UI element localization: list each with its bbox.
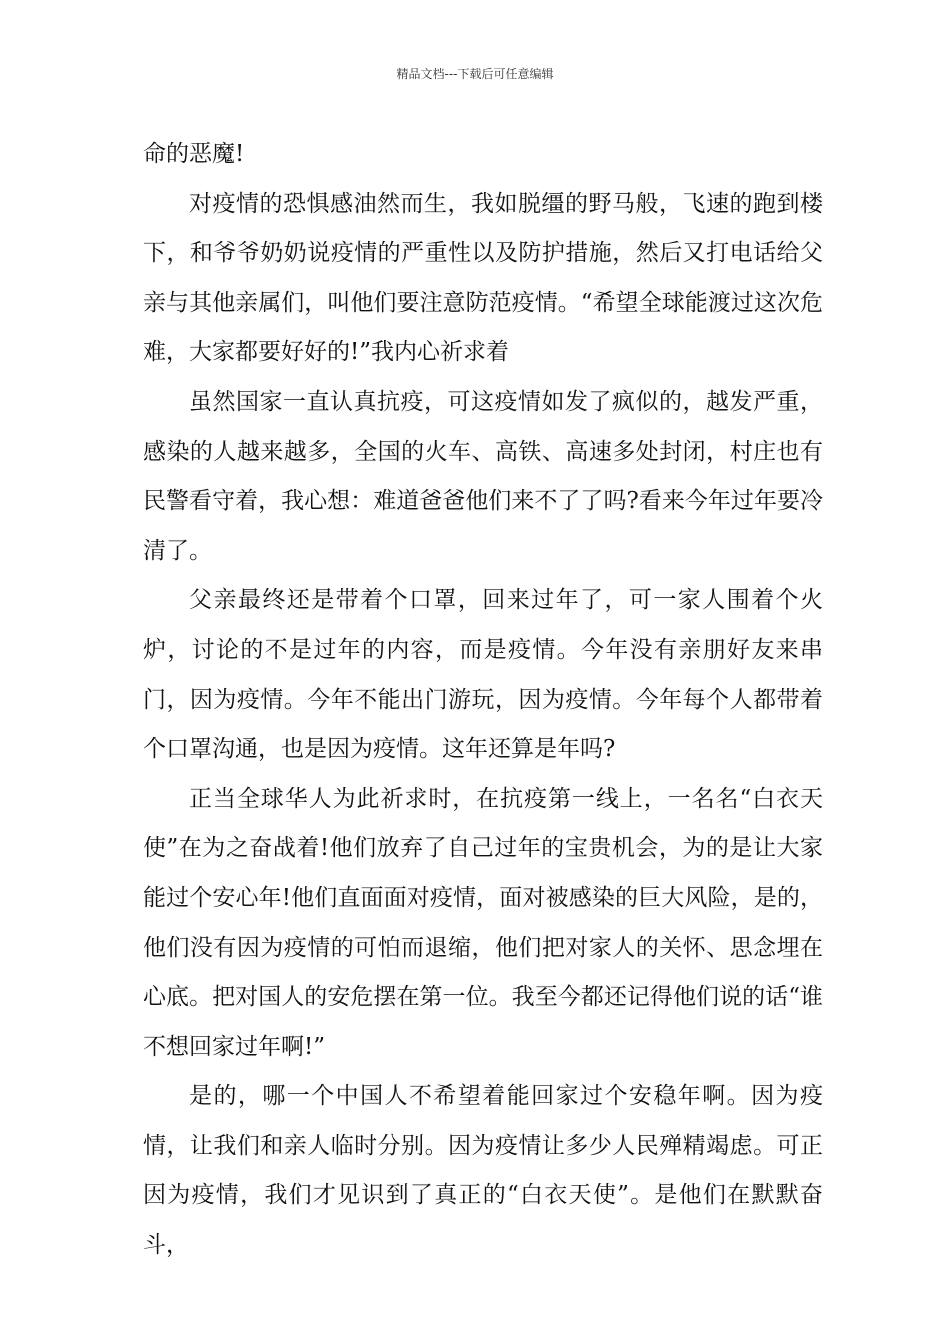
page-header: 精品文档---下载后可任意编辑: [396, 67, 554, 81]
paragraph: 对疫情的恐惧感油然而生，我如脱缰的野马般，飞速的跑到楼下，和爷爷奶奶说疫情的严重性以及防护措施，然后又打电话给父亲与其他亲属们，叫他们要注意防范疫情。“希望全球能渡过这次危难，大家都要好好的!”我内心祈求着: [143, 190, 823, 366]
paragraph: 虽然国家一直认真抗疫，可这疫情如发了疯似的，越发严重，感染的人越来越多，全国的火车、高铁、高速多处封闭，村庄也有民警看守着，我心想：难道爸爸他们来不了了吗?看来今年过年要冷清了。: [143, 388, 823, 564]
document-body: [143, 130, 823, 1271]
paragraph: 正当全球华人为此祈求时，在抗疫第一线上，一名名“白衣天使”在为之奋战着!他们放弃了自己过年的宝贵机会，为的是让大家能过个安心年!他们直面面对疫情，面对被感染的巨大风险，是的，他们没有因为疫情的可怕而退缩，他们把对家人的关怀、思念埋在心底。把对国人的安危摆在第一位。我至今都还记得他们说的话“谁不想回家过年啊!”: [143, 785, 823, 1060]
paragraph: 是的，哪一个中国人不希望着能回家过个安稳年啊。因为疫情，让我们和亲人临时分别。因为疫情让多少人民殚精竭虑。可正因为疫情，我们才见识到了真正的“白衣天使”。是他们在默默奋斗，: [143, 1083, 823, 1259]
paragraph-continuation: 命的恶魔!: [143, 141, 245, 167]
paragraph: 父亲最终还是带着个口罩，回来过年了，可一家人围着个火炉，讨论的不是过年的内容，而是疫情。今年没有亲朋好友来串门，因为疫情。今年不能出门游玩，因为疫情。今年每个人都带着个口罩沟通，也是因为疫情。这年还算是年吗?: [143, 587, 823, 763]
